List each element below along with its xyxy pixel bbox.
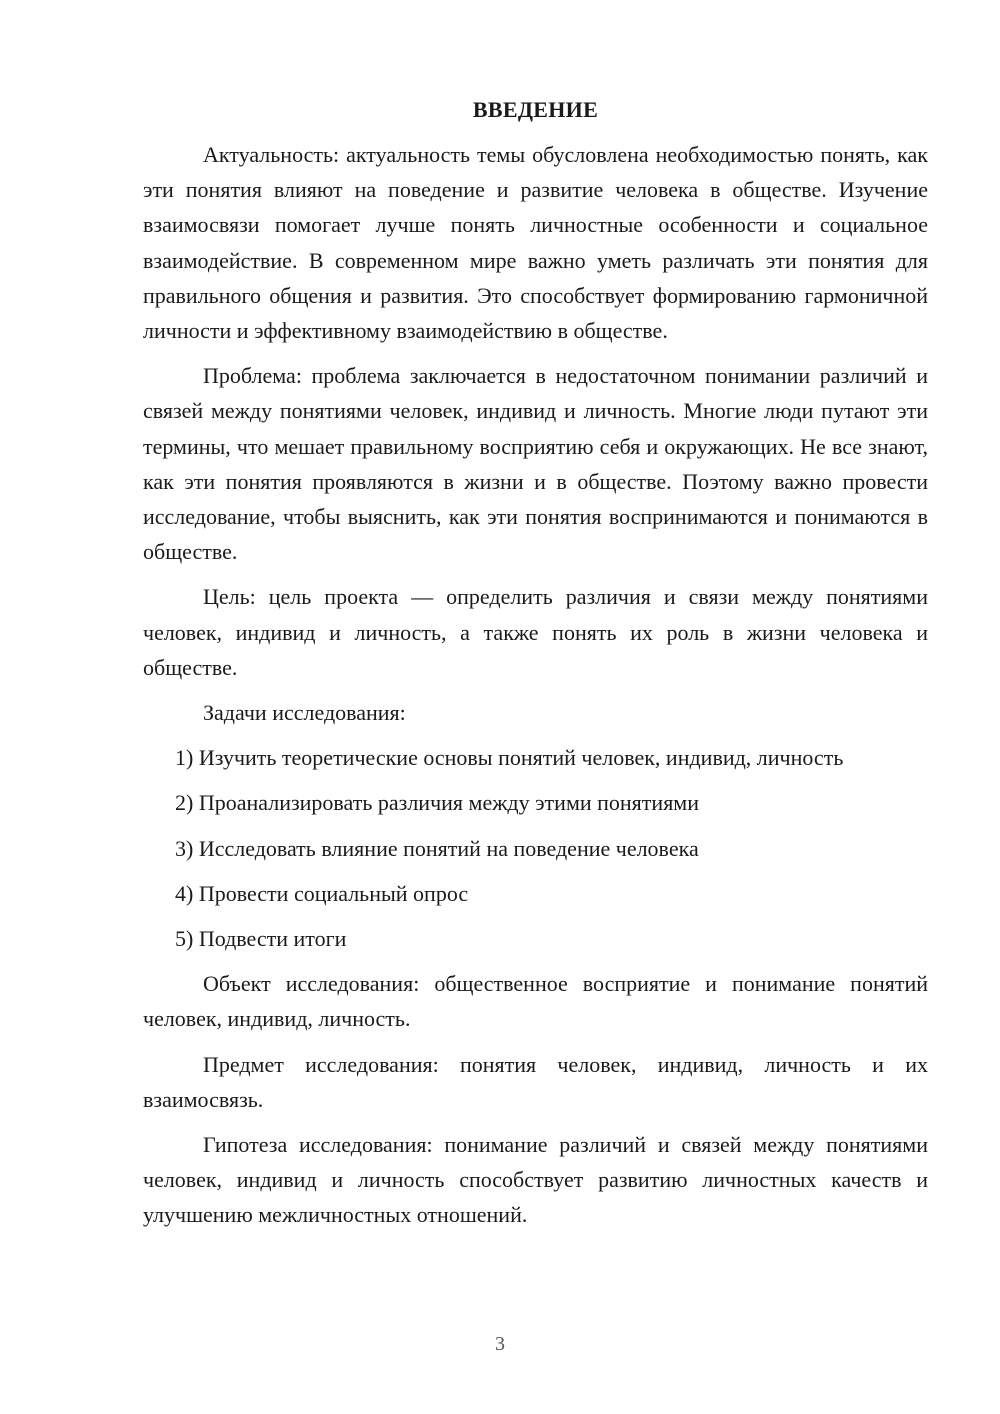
problem-paragraph: Проблема: проблема заключается в недостаточном понимании различий и связей между понятиями человек, индивид и личность. Многие люди путают эти термины, что мешает правильному восприятию себя и окружающих. Не все знают, как эти понятия проявляются в жизни и в обществе. Поэтому важно провести исследование, чтобы выяснить, как эти понятия воспринимаются и понимаются в обществе. [143, 363, 928, 565]
subject-paragraph: Предмет исследования: понятия человек, индивид, личность и их взаимосвязь. [143, 1051, 928, 1112]
task-item: 5) Подвести итоги [175, 926, 347, 952]
hypothesis-paragraph: Гипотеза исследования: понимание различий и связей между понятиями человек, индивид и личность способствует развитию личностных качеств и улучшению межличностных отношений. [143, 1132, 928, 1228]
task-list [143, 740, 928, 956]
task-item: 3) Исследовать влияние понятий на поведение человека [175, 835, 699, 861]
tasks-heading: Задачи исследования: [203, 700, 406, 726]
object-paragraph: Объект исследования: общественное восприятие и понимание понятий человек, индивид, личность. [143, 971, 928, 1032]
goal-paragraph: Цель: цель проекта — определить различия и связи между понятиями человек, индивид и личность, а также понять их роль в жизни человека и обществе. [143, 584, 928, 680]
relevance-paragraph: Актуальность: актуальность темы обусловлена необходимостью понять, как эти понятия влияют на поведение и развитие человека в обществе. Изучение взаимосвязи помогает лучше понять личностные особенности и социальное взаимодействие. В современном мире важно уметь различать эти понятия для правильного общения и развития. Это способствует формированию гармоничной личности и эффективному взаимодействию в обществе. [143, 142, 928, 344]
task-item: 2) Проанализировать различия между этими понятиями [175, 790, 700, 816]
task-item: 4) Провести социальный опрос [175, 880, 469, 906]
task-item: 1) Изучить теоретические основы понятий человек, индивид, личность [175, 745, 844, 771]
document-page [143, 95, 928, 1243]
section-title: ВВЕДЕНИЕ [472, 97, 599, 122]
page-number: 3 [495, 1333, 505, 1355]
